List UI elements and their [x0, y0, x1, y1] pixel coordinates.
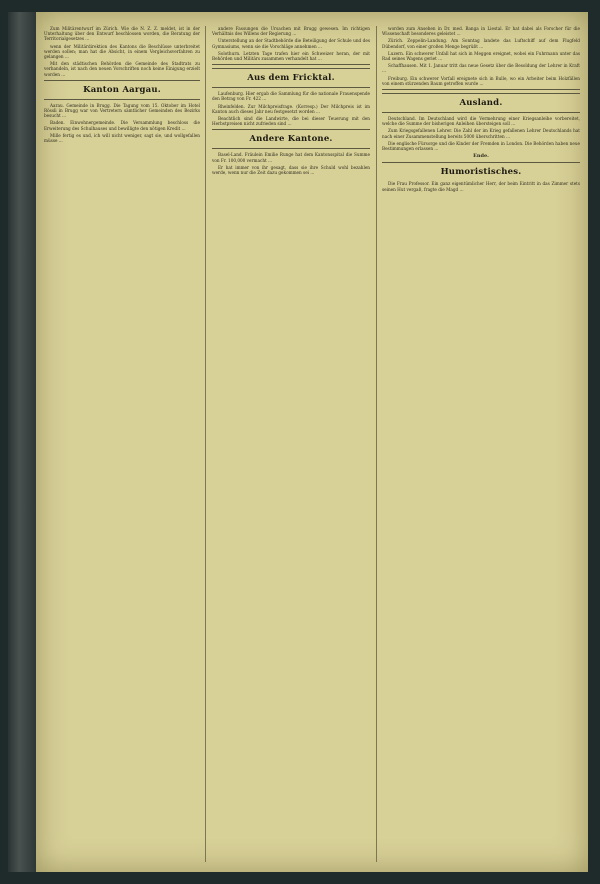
article-paragraph: wenn der Militärdirektion des Kantons die Beschlüsse unterbreitet werden sollen; man hat die Absicht, in einem Vergleichsverfahren zu gelangen ... [44, 43, 200, 60]
section-divider [44, 99, 200, 100]
section-heading-andere-kantone: Andere Kantone. [249, 134, 333, 145]
article-paragraph: Basel-Land. Fräulein Emilie Runge hat dem Kantonsspital die Summe von Fr. 100,000 vermacht ... [212, 152, 370, 163]
article-paragraph: Zürich. Zeppelin-Landung. Am Sonntag landete das Luftschiff auf dem Flugfeld Dübendorf, von einer großen Menge begrüßt ... [382, 38, 580, 49]
article-paragraph: Unterstellung an der Stadtbehörde die Beteiligung der Schule und des Gymnasiums, wenn sie die Vorschläge annehmen ... [212, 38, 370, 49]
article-paragraph: Rheinfelden. Zur Milchpreisfrage. (Korresp.) Der Milchpreis ist im Kanton auch dieses Jahr neu festgesetzt worden ... [212, 103, 370, 114]
article-paragraph: Mit den städtischen Behörden die Gemeinde des Stadtrats zu verhandeln, ist nach den neuen Vorschriften noch keine Einigung erzielt worden ... [44, 61, 200, 77]
article-paragraph: Zum Militärentwurf im Zürich. Wie die N. Z. Z. meldet, ist in der Unterhaltung über den Entwurf beschlossen worden, die Beratung der Territorialgesetzes ... [44, 26, 200, 42]
article-paragraph: Die Frau Professor. Ein ganz eigentümlicher Herr, der beim Eintritt in das Zimmer stets seinen Hut vergaß, fragte die Magd ... [382, 181, 580, 192]
section-heading-fricktal: Aus dem Fricktal. [247, 73, 335, 84]
article-paragraph: Freiburg. Ein schwerer Vorfall ereignete sich in Bulle, wo ein Arbeiter beim Holzfällen von einem stürzenden Baum getroffen wurde ... [382, 75, 580, 86]
article-paragraph: andere Fassungen die Ursachen mit Brugg gewesen. Im richtigen Verhältnis des Willens der Regierung ... [212, 26, 370, 37]
section-divider [44, 80, 200, 81]
article-paragraph: Schaffhausen. Mit 1. Januar tritt das neue Gesetz über die Besoldung der Lehrer in Kraft ... [382, 63, 580, 74]
section-divider [212, 129, 370, 130]
article-paragraph: Er hat immer von ihr gesagt, dass sie ihre Schuld wohl bezahlen werde, wenn nur die Zeit dazu gekommen sei ... [212, 164, 370, 176]
article-paragraph: worden zum Ansehen in Dr. med. Banga in Liestal. Er hat dabei als Forscher für die Wissenschaft besonderes geleistet ... [382, 26, 580, 37]
book-binding-edge [8, 12, 36, 872]
section-divider [382, 162, 580, 163]
article-paragraph: Baden. Einwohnergemeinde. Die Versammlung beschloss die Erweiterung des Schulhauses und bewilligte den nötigen Kredit ... [44, 120, 200, 131]
article-paragraph: Mille fertig es und, ich will nicht weniger, sagt sie, und wollgefallen müsse ... [44, 132, 200, 144]
column-rule [205, 26, 206, 862]
article-paragraph: Zum Kriegsgefallenen Lehrer. Die Zahl der im Krieg gefallenen Lehrer Deutschlands hat nach einer Zusammenstellung bereits 5000 überschritten ... [382, 128, 580, 139]
article-paragraph: Laufenburg. Hier ergab die Sammlung für die nationale Frauenspende den Betrag von Fr. 422 ... [212, 91, 370, 102]
section-divider [212, 87, 370, 88]
section-heading-ausland: Ausland. [459, 98, 503, 109]
column-2 [212, 26, 370, 862]
column-rule [376, 26, 377, 862]
article-paragraph: Beachtlich sind die Landwirte, die bei dieser Teuerung mit den Herbstpreisen nicht zufrieden sind ... [212, 116, 370, 127]
column-1 [44, 26, 200, 862]
article-paragraph: Deutschland. Im Deutschland wird die Vermehrung einer Kriegsanleihe vorbereitet, welche die Summe der bisherigen Anleihen übersteigen soll ... [382, 116, 580, 127]
newspaper-page [36, 12, 588, 872]
article-paragraph: Die englische Fürsorge und die Kinder der Fremden in London. Die Behörden haben neue Bestimmungen erlassen ... [382, 140, 580, 152]
article-paragraph: Solothurn. Letzten Tage trafen hier ein Schweizer heran, der mit Behörden und Militärs zusammen verhandelt hat ... [212, 50, 370, 62]
end-marker: Ende. [473, 153, 489, 160]
section-divider [382, 89, 580, 94]
section-divider [212, 64, 370, 69]
section-heading-humoristisches: Humoristisches. [440, 167, 522, 178]
section-divider [382, 112, 580, 113]
section-divider [212, 148, 370, 149]
section-heading-aargau: Kanton Aargau. [83, 84, 161, 95]
article-paragraph: Aarau. Gemeinde in Brugg. Die Tagung vom 15. Oktober im Hotel Rössli in Brugg war von Vertretern sämtlicher Gemeinden des Bezirks besucht ... [44, 102, 200, 119]
article-paragraph: Luzern. Ein schwerer Unfall hat sich in Meggen ereignet, wobei ein Fuhrmann unter das Rad seines Wagens geriet ... [382, 50, 580, 62]
column-3 [382, 26, 580, 862]
